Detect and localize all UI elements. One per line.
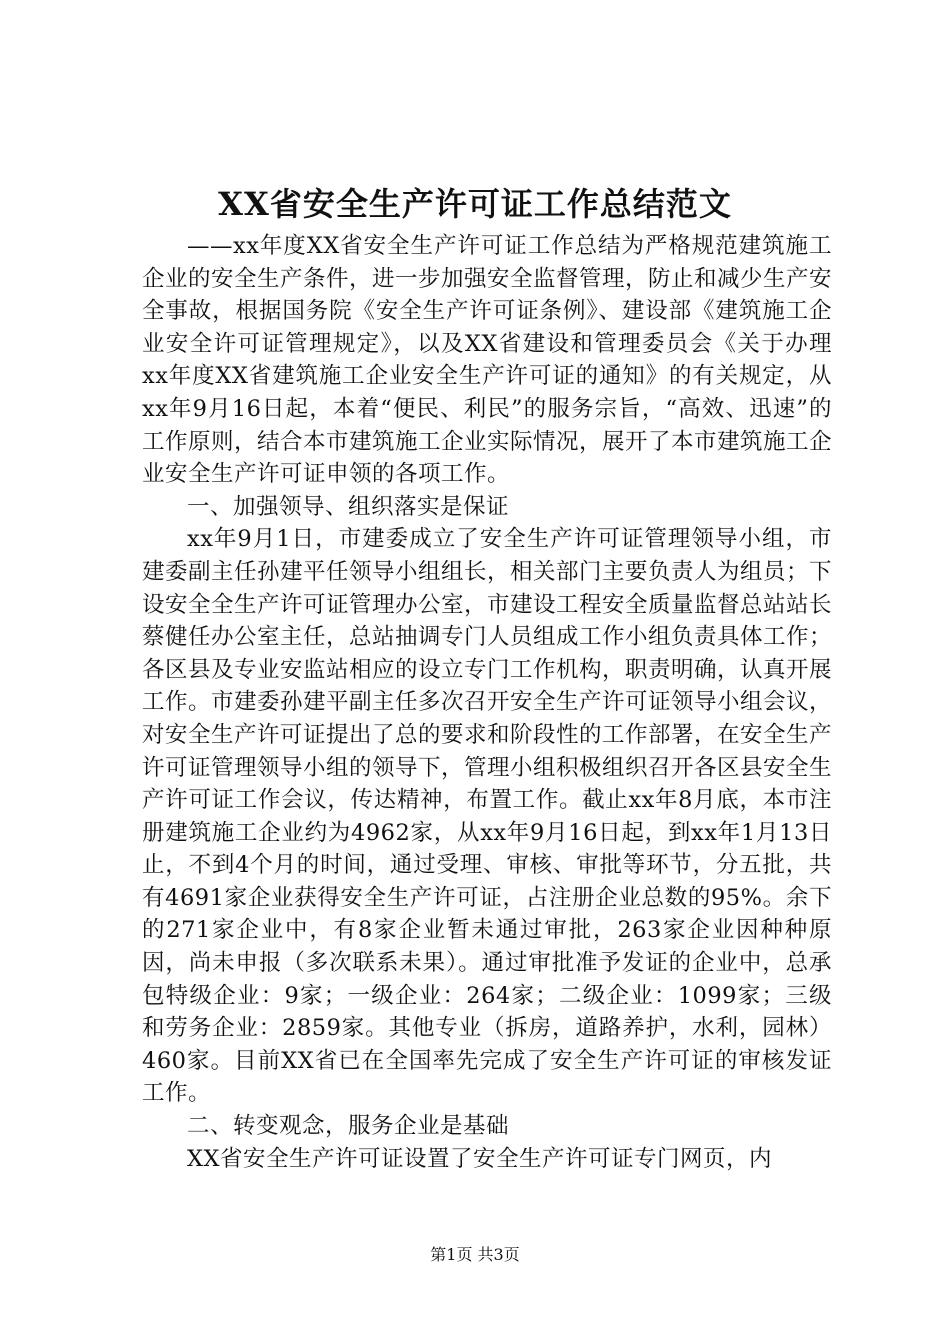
intro-paragraph: ——xx年度XX省安全生产许可证工作总结为严格规范建筑施工企业的安全生产条件，进一步加强安全监督管理，防止和减少生产安全事故，根据国务院《安全生产许可证条例》、建设部《建筑施工企业安全许可证管理规定》，以及XX省建设和管理委员会《关于办理xx年度XX省建筑施工企业安全生产许可证的通知》的有关规定，从xx年9月16日起，本着“便民、利民”的服务宗旨，“高效、迅速”的工作原则，结合本市建筑施工企业实际情况，展开了本市建筑施工企业安全生产许可证申领的各项工作。 bbox=[142, 233, 833, 488]
section-heading-2: 二、转变观念，服务企业是基础 bbox=[187, 1113, 510, 1140]
section-2-paragraph: XX省安全生产许可证设置了安全生产许可证专门网页，内 bbox=[187, 1145, 773, 1172]
document-title: XX省安全生产许可证工作总结范文 bbox=[218, 185, 732, 223]
section-1-paragraph: xx年9月1日，市建委成立了安全生产许可证管理领导小组，市建委副主任孙建平任领导小组组长，相关部门主要负责人为组员；下设安全全生产许可证管理办公室，市建设工程安全质量监督总站站长蔡健任办公室主任，总站抽调专门人员组成工作小组负责具体工作；各区县及专业安监站相应的设立专门工作机构，职责明确，认真开展工作。市建委孙建平副主任多次召开安全生产许可证领导小组会议，对安全生产许可证提出了总的要求和阶段性的工作部署，在安全生产许可证管理领导小组的领导下，管理小组积极组织召开各区县安全生产许可证工作会议，传达精神，布置工作。截止xx年8月底，本市注册建筑施工企业约为4962家，从xx年9月16日起，到xx年1月13日止，不到4个月的时间，通过受理、审核、审批等环节，分五批，共有4691家企业获得安全生产许可证，占注册企业总数的95%。余下的271家企业中，有8家企业暂未通过审批，263家企业因种种原因，尚未申报（多次联系未果）。通过审批准予发证的企业中，总承包特级企业：9家；一级企业：264家；二级企业：1099家；三级和劳务企业：2859家。其他专业（拆房，道路养护，水利，园林）460家。目前XX省已在全国率先完成了安全生产许可证的审核发证工作。 bbox=[142, 526, 833, 1107]
section-heading-1: 一、加强领导、组织落实是保证 bbox=[187, 493, 510, 520]
page-footer: 第1页 共3页 bbox=[430, 1245, 520, 1264]
document-body bbox=[142, 230, 832, 1175]
